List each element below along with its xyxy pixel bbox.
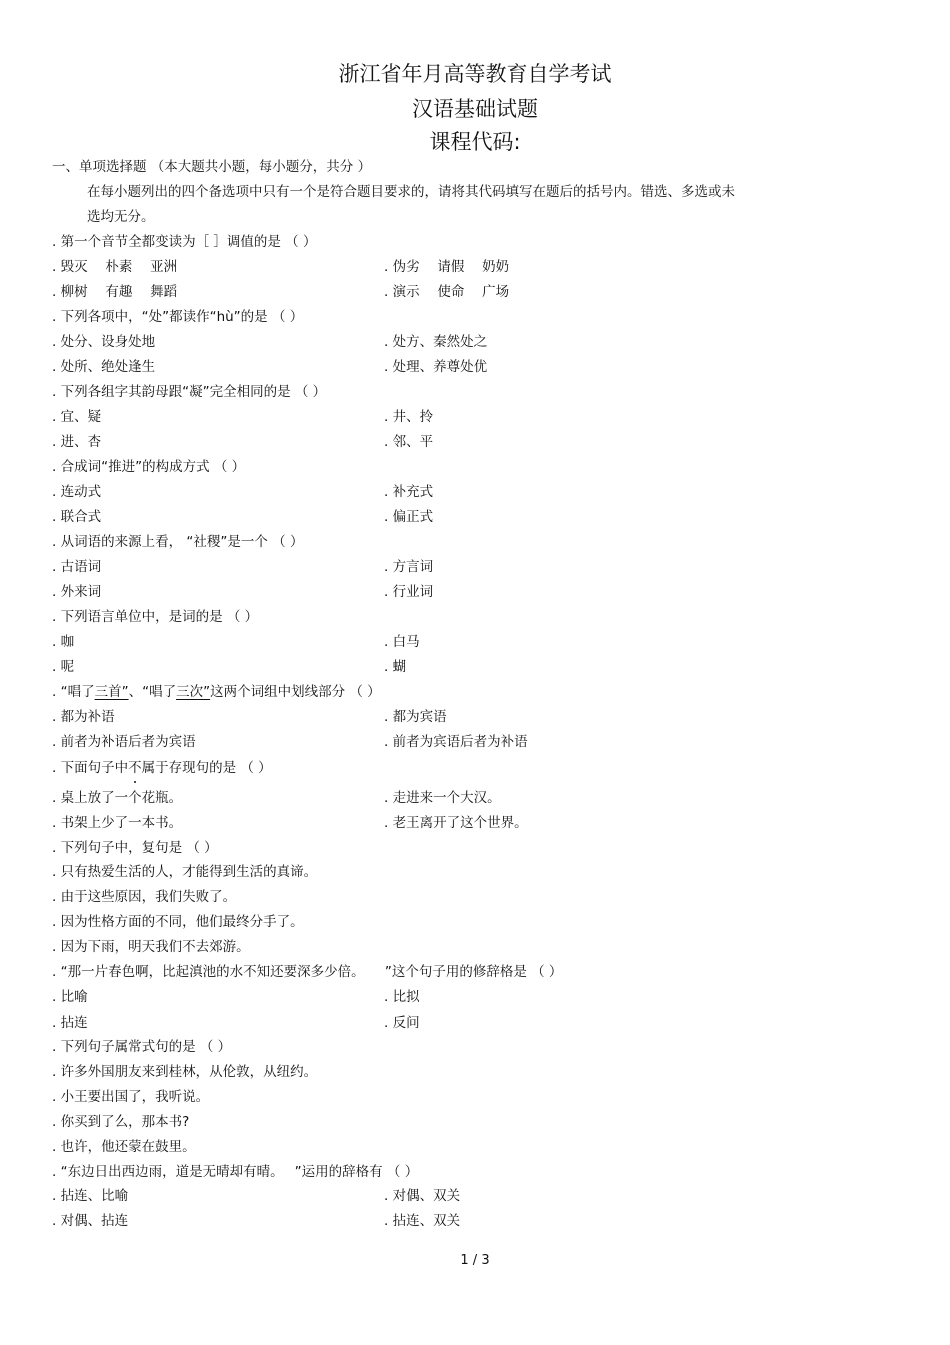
option-4d: . 偏正式 bbox=[384, 509, 434, 525]
option-6d: . 蝴 bbox=[384, 659, 407, 675]
section-heading: 一、单项选择题 （本大题共小题，每小题分，共分 ） bbox=[52, 159, 372, 175]
question-3: . 下列各组字其韵母跟“凝”完全相同的是 （ ） bbox=[52, 384, 327, 400]
option-4b: . 补充式 bbox=[384, 484, 434, 500]
option-7b: . 都为宾语 bbox=[384, 709, 447, 725]
option-3c: . 进、杏 bbox=[52, 434, 102, 450]
option-6b: . 白马 bbox=[384, 634, 420, 650]
subject-title: 汉语基础试题 bbox=[412, 97, 538, 121]
page-number: 1 / 3 bbox=[460, 1253, 490, 1268]
option-10a: . 比喻 bbox=[52, 989, 88, 1005]
option-5d: . 行业词 bbox=[384, 584, 434, 600]
option-8b: . 走进来一个大汉。 bbox=[384, 790, 501, 806]
option-9d: . 因为下雨，明天我们不去郊游。 bbox=[52, 939, 250, 955]
option-6a: . 咖 bbox=[52, 634, 75, 650]
course-code: 课程代码: bbox=[429, 130, 521, 154]
option-10d: . 反问 bbox=[384, 1015, 420, 1031]
option-2a: . 处分、设身处地 bbox=[52, 334, 156, 350]
option-1d: . 演示 使命 广场 bbox=[384, 284, 510, 300]
underlined-phrase-1: 三首” bbox=[94, 684, 129, 700]
option-9c: . 因为性格方面的不同，他们最终分手了。 bbox=[52, 914, 304, 930]
underlined-phrase-2: 三次” bbox=[176, 684, 211, 700]
option-7d: . 前者为宾语后者为补语 bbox=[384, 734, 528, 750]
option-1a: . 毁灭 朴素 亚洲 bbox=[52, 259, 178, 275]
option-2b: . 处方、秦然处之 bbox=[384, 334, 488, 350]
question-8 bbox=[52, 759, 272, 777]
question-5: . 从词语的来源上看， “社稷”是一个 （ ） bbox=[52, 534, 304, 550]
option-8d: . 老王离开了这个世界。 bbox=[384, 815, 528, 831]
option-5b: . 方言词 bbox=[384, 559, 434, 575]
question-10: . “那一片春色啊，比起滇池的水不知还要深多少倍。 ”这个句子用的修辞格是 （ ） bbox=[52, 964, 563, 980]
question-2: . 下列各项中，“处”都读作“hù”的是 （ ） bbox=[52, 309, 304, 325]
exam-title: 浙江省年月高等教育自学考试 bbox=[338, 62, 612, 86]
option-12b: . 对偶、双关 bbox=[384, 1188, 461, 1204]
question-7 bbox=[52, 683, 381, 701]
option-3b: . 井、拎 bbox=[384, 409, 434, 425]
option-2c: . 处所、绝处逢生 bbox=[52, 359, 156, 375]
option-2d: . 处理、养尊处优 bbox=[384, 359, 488, 375]
option-8a: . 桌上放了一个花瓶。 bbox=[52, 790, 183, 806]
option-1b: . 伪劣 请假 奶奶 bbox=[384, 259, 510, 275]
option-11d: . 也许，他还蒙在鼓里。 bbox=[52, 1139, 196, 1155]
option-4a: . 连动式 bbox=[52, 484, 102, 500]
option-3a: . 宜、疑 bbox=[52, 409, 102, 425]
question-7-part-2: 、“唱了 bbox=[128, 684, 177, 700]
option-12c: . 对偶、拈连 bbox=[52, 1213, 129, 1229]
question-11: . 下列句子属常式句的是 （ ） bbox=[52, 1039, 232, 1055]
option-7c: . 前者为补语后者为宾语 bbox=[52, 734, 196, 750]
option-3d: . 邻、平 bbox=[384, 434, 434, 450]
question-1: . 第一个音节全都变读为［ ］调值的是 （ ） bbox=[52, 234, 317, 250]
option-7a: . 都为补语 bbox=[52, 709, 115, 725]
emphasized-word: 不 bbox=[128, 760, 142, 776]
question-8-part-1: . 下面句子中 bbox=[52, 760, 129, 776]
option-10b: . 比拟 bbox=[384, 989, 420, 1005]
option-10c: . 拈连 bbox=[52, 1015, 88, 1031]
option-1c: . 柳树 有趣 舞蹈 bbox=[52, 284, 178, 300]
option-12a: . 拈连、比喻 bbox=[52, 1188, 129, 1204]
option-4c: . 联合式 bbox=[52, 509, 102, 525]
instructions-line-1: 在每小题列出的四个备选项中只有一个是符合题目要求的，请将其代码填写在题后的括号内。错选、多选或未 bbox=[87, 184, 735, 200]
option-11a: . 许多外国朋友来到桂林，从伦敦，从纽约。 bbox=[52, 1064, 318, 1080]
option-11c: . 你买到了么，那本书? bbox=[52, 1114, 190, 1130]
question-7-part-3: 这两个词组中划线部分 （ ） bbox=[210, 684, 381, 700]
instructions-line-2: 选均无分。 bbox=[87, 209, 155, 225]
option-5a: . 古语词 bbox=[52, 559, 102, 575]
option-6c: . 呢 bbox=[52, 659, 75, 675]
option-11b: . 小王要出国了，我听说。 bbox=[52, 1089, 210, 1105]
question-6: . 下列语言单位中，是词的是 （ ） bbox=[52, 609, 259, 625]
question-7-part-1: . “唱了 bbox=[52, 684, 95, 700]
option-12d: . 拈连、双关 bbox=[384, 1213, 461, 1229]
question-12: . “东边日出西边雨，道是无晴却有晴。 ”运用的辞格有 （ ） bbox=[52, 1164, 419, 1180]
option-9b: . 由于这些原因，我们失败了。 bbox=[52, 889, 237, 905]
option-9a: . 只有热爱生活的人，才能得到生活的真谛。 bbox=[52, 864, 318, 880]
question-4: . 合成词“推进”的构成方式 （ ） bbox=[52, 459, 246, 475]
option-8c: . 书架上少了一本书。 bbox=[52, 815, 183, 831]
question-8-part-2: 属于存现句的是 （ ） bbox=[141, 760, 272, 776]
question-9: . 下列句子中，复句是 （ ） bbox=[52, 840, 218, 856]
option-5c: . 外来词 bbox=[52, 584, 102, 600]
